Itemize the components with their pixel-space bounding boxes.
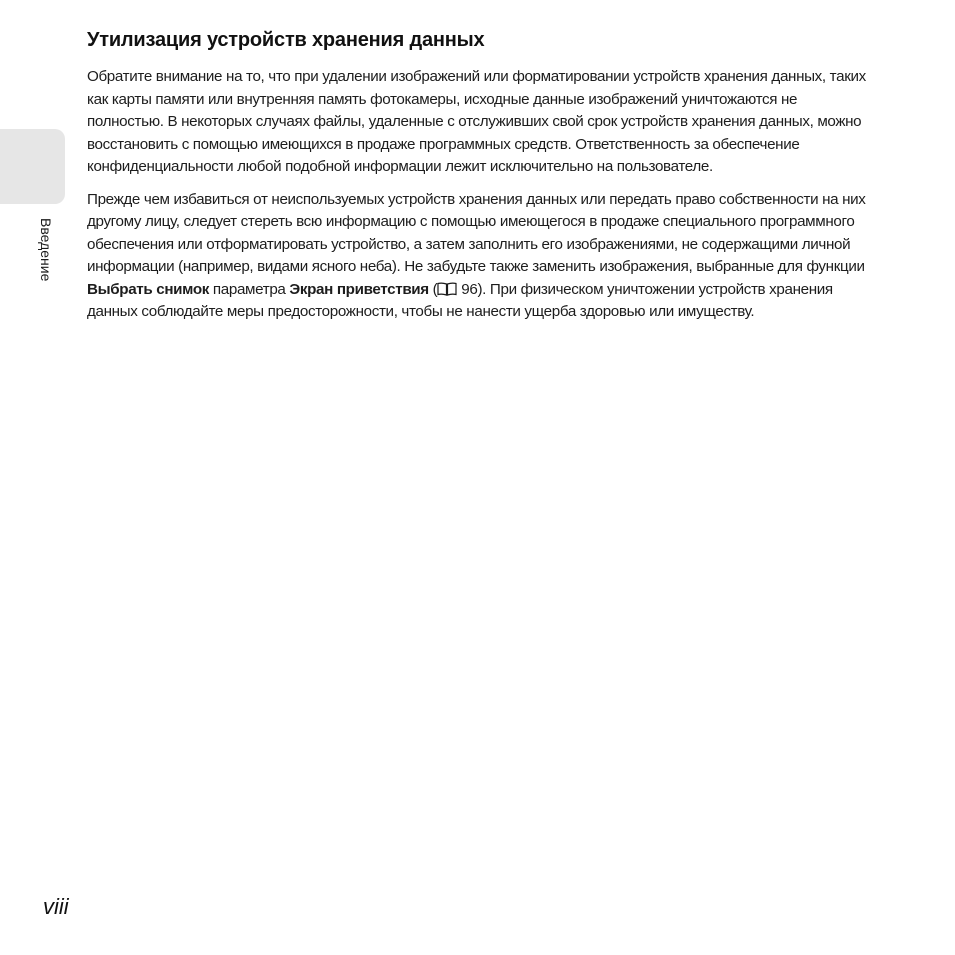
main-content — [87, 26, 877, 334]
paragraph-2-text-2: параметра — [209, 280, 290, 298]
paragraph-2-text-3: ( — [428, 280, 438, 298]
paragraph-1: Обратите внимание на то, что при удалении изображений или форматировании устройств хранения данных, таких как карты памяти или внутренняя память фотокамеры, исходные данные изображений уничтожаются не полностью. В некоторых случаях файлы, удаленные с отслуживших свой срок устройств хранения данных, можно восстановить с помощью имеющихся в продаже программных средств. Ответственность за обеспечение конфиденциальности любой подобной информации лежит исключительно на пользователе. — [87, 68, 866, 175]
menu-option-select-image: Выбрать снимок — [87, 280, 210, 298]
chapter-tab — [0, 129, 65, 204]
chapter-label: Введение — [38, 218, 54, 282]
paragraph-2-text-1: Прежде чем избавиться от неиспользуемых устройств хранения данных или передать право собственности на них другому лицу, следует стереть всю информацию с помощью имеющегося в продаже специального программного обеспечения или отформатировать устройство, а затем заполнить его изображениями, не содержащими личной информации (например, видами ясного неба). Не забудьте также заменить изображения, выбранные для функции — [87, 190, 866, 275]
paragraph-2 — [87, 189, 877, 324]
paragraph-2-text-4: ). При физическом уничтожении устройств хранения данных соблюдайте меры предосторожности, чтобы не нанести ущерба здоровью или имуществу. — [87, 280, 833, 320]
page-number: viii — [43, 894, 69, 919]
book-icon — [437, 282, 457, 296]
page-reference[interactable]: 96 — [457, 280, 478, 298]
menu-option-welcome-screen: Экран приветствия — [289, 280, 429, 298]
section-title: Утилизация устройств хранения данных — [87, 29, 485, 51]
